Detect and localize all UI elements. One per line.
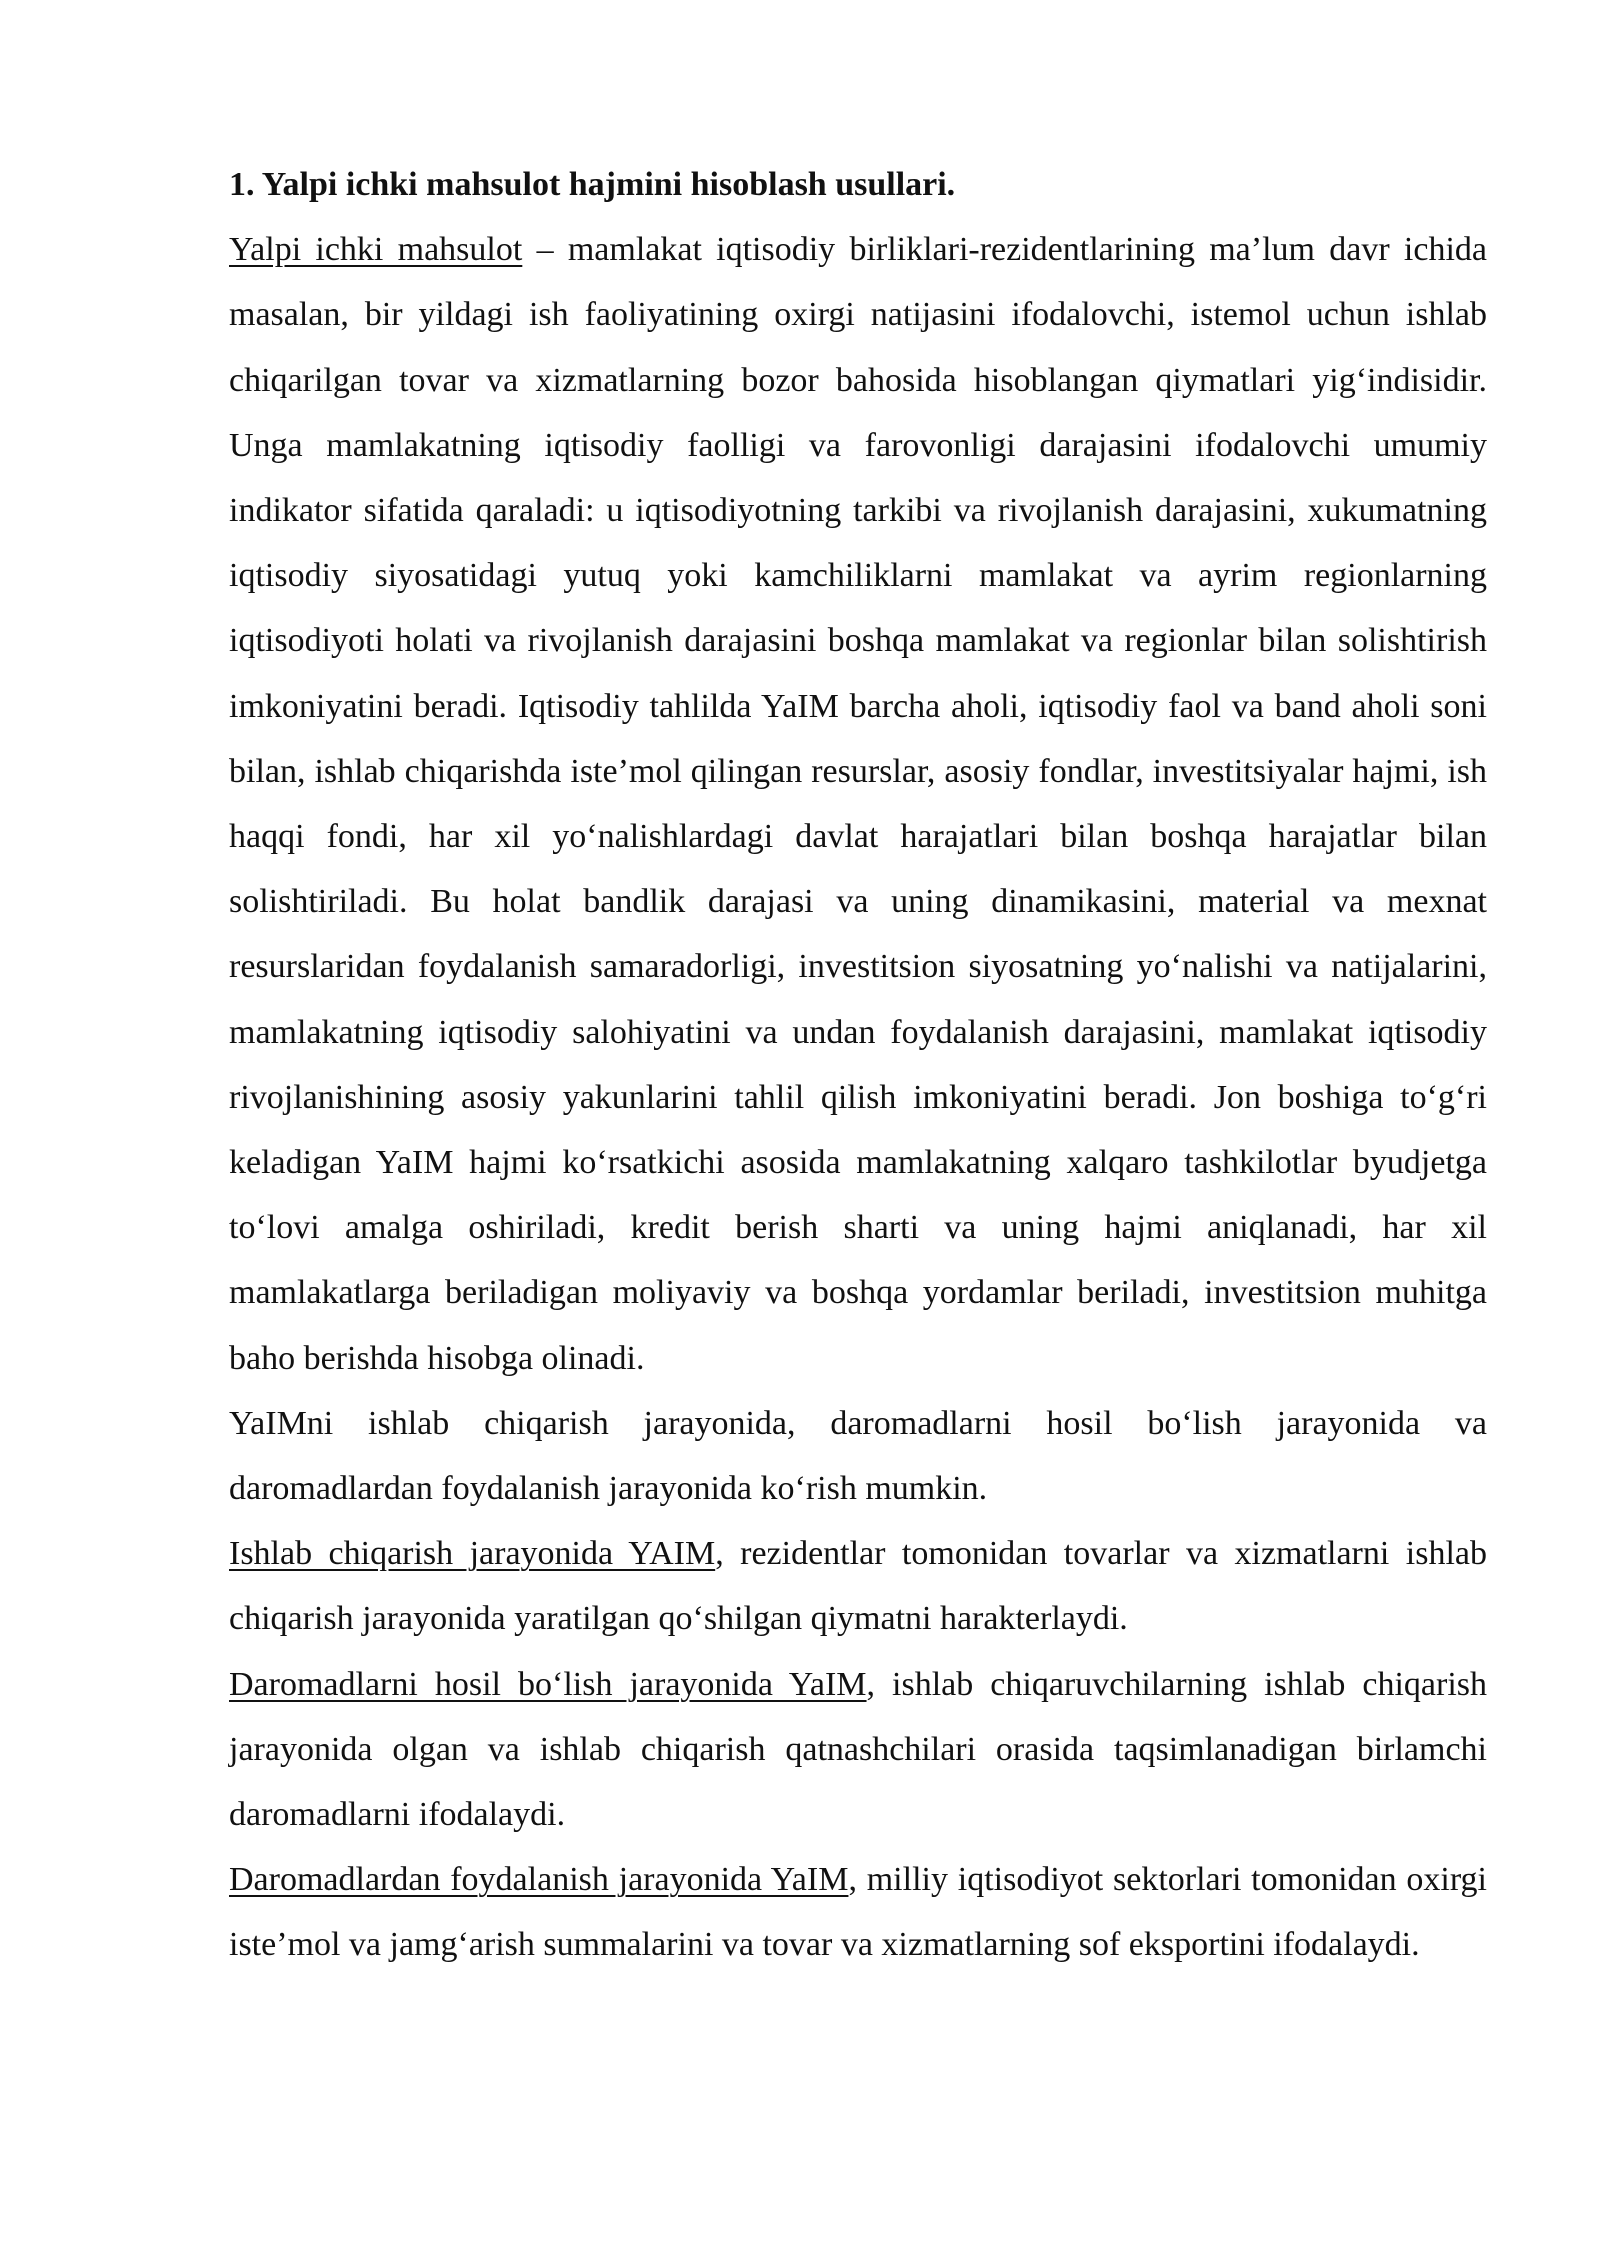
term-income-approach: Daromadlarni hosil bo‘lish jarayonida YaIM (229, 1665, 867, 1703)
paragraph-gdp-views (229, 1391, 1487, 1521)
paragraph-gdp-definition (229, 217, 1487, 1391)
term-gdp: Yalpi ichki mahsulot (229, 231, 523, 269)
term-expenditure-approach: Daromadlardan foydalanish jarayonida YaIM (229, 1861, 849, 1899)
paragraph-expenditure-approach (229, 1847, 1487, 1977)
section-heading: 1. Yalpi ichki mahsulot hajmini hisoblash usullari. (229, 166, 956, 203)
paragraph-text: , milliy iqtisodiyot sektorlari tomonidan oxirgi iste’mol va jamg‘arish summalarini va tovar va xizmatlarning sof eksportini ifodalaydi. (229, 1861, 1487, 1964)
paragraph-text: , rezidentlar tomonidan tovarlar va xizmatlarni ishlab chiqarish jarayonida yaratilgan qo‘shilgan qiymatni harakterlaydi. (229, 1535, 1487, 1638)
paragraph-text: , ishlab chiqaruvchilarning ishlab chiqarish jarayonida olgan va ishlab chiqarish qatnashchilari orasida taqsimlanadigan birlamchi daromadlarni ifodalaydi. (229, 1665, 1487, 1834)
term-production-approach: Ishlab chiqarish jarayonida YAIM (229, 1535, 716, 1573)
paragraph-text: YaIMni ishlab chiqarish jarayonida, daromadlarni hosil bo‘lish jarayonida va daromadlardan foydalanish jarayonida ko‘rish mumkin. (229, 1404, 1487, 1508)
paragraph-production-approach (229, 1521, 1487, 1651)
document-page (229, 152, 1487, 1978)
paragraph-text: – mamlakat iqtisodiy birliklari-rezidentlarining ma’lum davr ichida masalan, bir yildagi ish faoliyatining oxirgi natijasini ifodalovchi, istemol uchun ishlab chiqarilgan tovar va xizmatlarning bozor bahosida hisoblangan qiymatlari yig‘indisidir. Unga mamlakatning iqtisodiy faolligi va farovonligi darajasini ifodalovchi umumiy indikator sifatida qaraladi: u iqtisodiyotning tarkibi va rivojlanish darajasini, xukumatning iqtisodiy siyosatidagi yutuq yoki kamchiliklarni mamlakat va ayrim regionlarning iqtisodiyoti holati va rivojlanish darajasini boshqa mamlakat va regionlar bilan solishtirish imkoniyatini beradi. Iqtisodiy tahlilda YaIM barcha aholi, iqtisodiy faol va band aholi soni bilan, ishlab chiqarishda iste’mol qilingan resurslar, asosiy fondlar, investitsiyalar hajmi, ish haqqi fondi, har xil yo‘nalishlardagi davlat harajatlari bilan boshqa harajatlar bilan solishtiriladi. Bu holat bandlik darajasi va uning dinamikasini, material va mexnat resurslaridan foydalanish samaradorligi, investitsion siyosatning yo‘nalishi va natijalarini, mamlakatning iqtisodiy salohiyatini va undan foydalanish darajasini, mamlakat iqtisodiy rivojlanishining asosiy yakunlarini tahlil qilish imkoniyatini beradi. Jon boshiga to‘g‘ri keladigan YaIM hajmi ko‘rsatkichi asosida mamlakatning xalqaro tashkilotlar byudjetga to‘lovi amalga oshiriladi, kredit berish sharti va uning hajmi aniqlanadi, har xil mamlakatlarga beriladigan moliyaviy va boshqa yordamlar beriladi, investitsion muhitga baho berishda hisobga olinadi. (229, 231, 1488, 1377)
paragraph-income-approach (229, 1652, 1487, 1848)
